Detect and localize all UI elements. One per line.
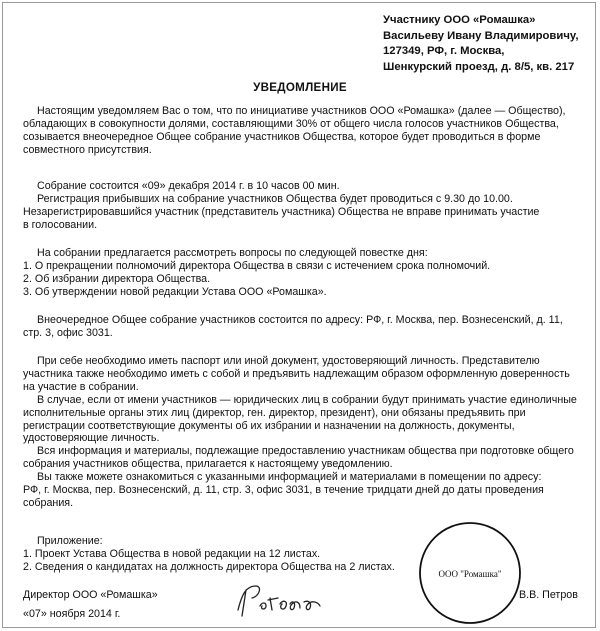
agenda-intro: На собрании предлагается рассмотреть вопросы по следующей повестке дня: (37, 247, 428, 259)
recipient-block (383, 13, 593, 75)
recipient-line: Васильеву Ивану Владимировичу, (383, 29, 579, 42)
intro-paragraph (23, 105, 583, 157)
text-line: удостоверяющие личность. (23, 432, 160, 445)
text-line: РФ, г. Москва, пер. Вознесенский, д. 11, стр. 3, офис 3031, в течение тридцати дней до даты проведения (23, 484, 544, 497)
text-line: обладающих в совокупности долями, составляющими 30% от общего числа голосов участников Общества, (23, 117, 559, 130)
text-line: Внеочередное Общее собрание участников состоится по адресу: РФ, г. Москва, пер. Вознесенский, д. 11, (37, 314, 563, 326)
text-line: Вся информация и материалы, подлежащие предоставлению участникам общества при подготовке общего (37, 445, 574, 458)
text-line: При себе необходимо иметь паспорт или иной документ, удостоверяющий личность. Представителю (37, 355, 540, 367)
recipient-line: Участнику ООО «Ромашка» (383, 14, 536, 26)
text-line: регистрации соответствующие документы об их избрании и назначении на должность, документы, (23, 419, 515, 432)
attachments-heading: Приложение: (37, 535, 103, 547)
address-paragraph (23, 314, 583, 340)
signatory-position: Директор ООО «Ромашка» (23, 589, 158, 601)
text-line: собрания участников общества, прилагается к настоящему уведомлению. (23, 458, 393, 471)
text-line: Настоящим уведомляем Вас о том, что по инициативе участников ООО «Ромашка» (далее — Общество), (37, 105, 566, 117)
text-line: совместного присутствия. (23, 143, 152, 156)
text-line: исполнительные органы этих лиц (директор, ген. директор, президент), они обязаны предъявить при (23, 406, 526, 419)
signature-date: «07» ноября 2014 г. (23, 608, 121, 620)
text-line: Регистрация прибывших на собрание участников Общества будет проводиться с 9.30 до 10.00. (37, 192, 513, 205)
agenda-item: 2. Об избрании директора Общества. (23, 272, 211, 285)
text-line: собрания. (23, 496, 74, 509)
text-line: Вы также можете ознакомиться с указанными информацией и материалами в помещении по адресу: (37, 471, 542, 484)
text-line: В случае, если от имени участников — юридических лиц в собрании будут принимать участие единоличные (37, 393, 577, 406)
document-title: УВЕДОМЛЕНИЕ (253, 81, 347, 94)
company-stamp (418, 521, 522, 625)
attachment-item: 1. Проект Устава Общества в новой редакции на 12 листах. (23, 547, 321, 560)
requirements-block (23, 355, 583, 510)
text-line: стр. 3, офис 3031. (23, 326, 113, 339)
meeting-paragraph (23, 180, 583, 232)
attachment-item: 2. Сведения о кандидатах на должность директора Общества на 2 листах. (23, 560, 395, 573)
handwritten-signature (232, 580, 332, 620)
text-line: участника также необходимо иметь с собой и предъявить надлежащим образом оформленную доверенность (23, 367, 570, 380)
signatory-name: В.В. Петров (519, 589, 578, 601)
agenda-block (23, 247, 583, 299)
agenda-item: 3. Об утверждении новой редакции Устава ООО «Ромашка». (23, 285, 327, 298)
agenda-item: 1. О прекращении полномочий директора Общества в связи с истечением срока полномочий. (23, 259, 491, 272)
stamp-text: ООО "Ромашка" (438, 569, 502, 579)
text-line: созывается внеочередное Общее собрание участников Общества, которое будет проводиться в форме (23, 130, 541, 143)
recipient-line: 127349, РФ, г. Москва, (383, 45, 505, 58)
text-line: Незарегистрировавшийся участник (представитель участника) Общества не вправе принимать участие (23, 205, 540, 218)
recipient-line: Шенкурский проезд, д. 8/5, кв. 217 (383, 60, 575, 73)
text-line: в голосовании. (23, 218, 98, 231)
text-line: Собрание состоится «09» декабря 2014 г. в 10 часов 00 мин. (37, 180, 340, 192)
text-line: на участие в собрании. (23, 380, 139, 393)
